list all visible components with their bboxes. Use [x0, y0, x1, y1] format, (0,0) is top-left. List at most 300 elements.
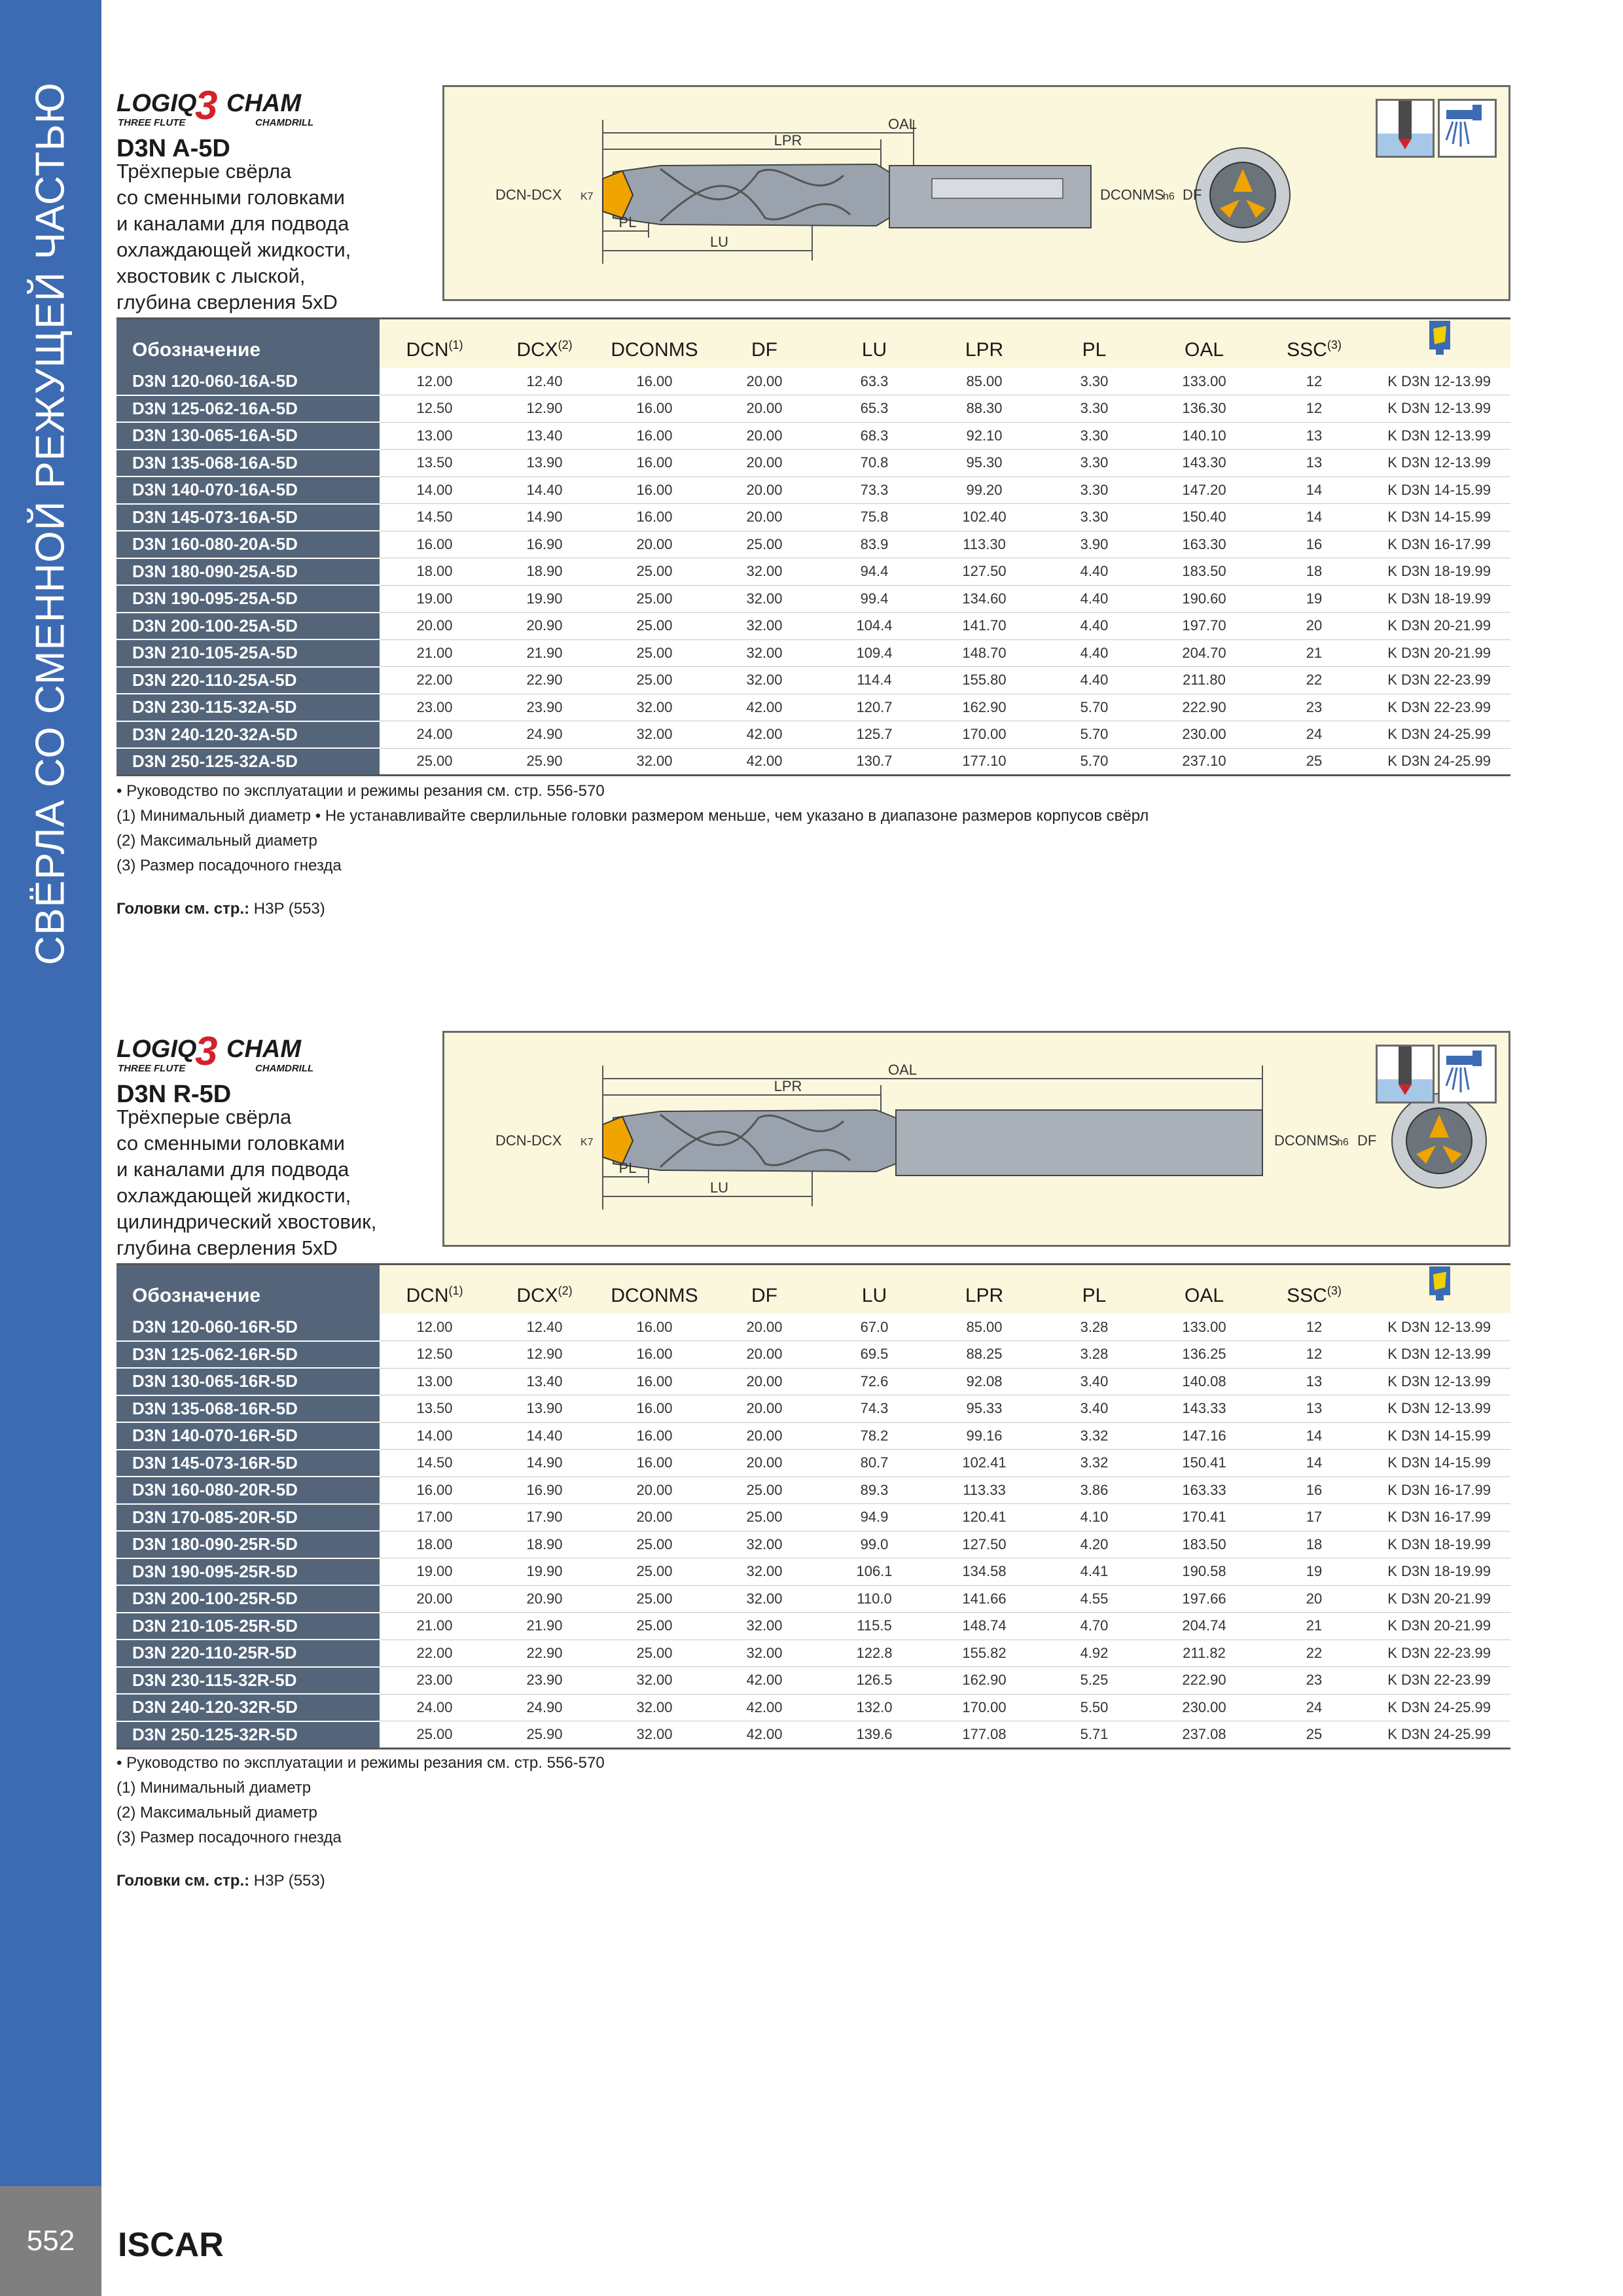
value-cell: 92.08	[929, 1368, 1039, 1395]
value-cell: 13	[1259, 422, 1369, 450]
table-row	[116, 1558, 1510, 1586]
value-cell: 99.20	[929, 476, 1039, 504]
svg-text:CHAM: CHAM	[226, 1035, 301, 1063]
value-cell: 4.41	[1039, 1558, 1149, 1586]
value-cell: 3.30	[1039, 368, 1149, 395]
value-cell: 110.0	[819, 1585, 929, 1613]
sidebar	[0, 0, 101, 2186]
column-header-dcx: DCX$^{(2)}$	[490, 319, 599, 368]
value-cell: 24.90	[490, 1694, 599, 1721]
value-cell: 13.50	[380, 1395, 490, 1423]
df-label: DF	[1357, 1132, 1377, 1149]
designation-cell: D3N 120-060-16R-5D	[116, 1314, 380, 1341]
value-cell: 20.00	[599, 1504, 709, 1532]
value-cell: 140.08	[1149, 1368, 1259, 1395]
value-cell: 14	[1259, 476, 1369, 504]
drill-diagram	[444, 87, 1508, 299]
value-cell: 18	[1259, 1531, 1369, 1558]
designation-cell: D3N 200-100-25A-5D	[116, 613, 380, 640]
column-header-lu: LU	[819, 319, 929, 368]
cartridge-cell: K D3N 14-15.99	[1369, 504, 1510, 531]
value-cell: 42.00	[709, 694, 819, 721]
table-row	[116, 1368, 1510, 1395]
value-cell: 95.33	[929, 1395, 1039, 1423]
table-row	[116, 694, 1510, 721]
value-cell: 140.10	[1149, 422, 1259, 450]
description-line: хвостовик с лыской,	[116, 264, 306, 287]
value-cell: 25.90	[490, 1721, 599, 1749]
value-cell: 162.90	[929, 694, 1039, 721]
value-cell: 20	[1259, 1585, 1369, 1613]
cartridge-column-header	[1369, 319, 1510, 368]
value-cell: 204.70	[1149, 639, 1259, 667]
value-cell: 70.8	[819, 450, 929, 477]
table-row	[116, 613, 1510, 640]
value-cell: 106.1	[819, 1558, 929, 1586]
cartridge-cell: K D3N 24-25.99	[1369, 748, 1510, 776]
value-cell: 12	[1259, 368, 1369, 395]
value-cell: 102.41	[929, 1450, 1039, 1477]
value-cell: 16.00	[599, 450, 709, 477]
value-cell: 5.50	[1039, 1694, 1149, 1721]
value-cell: 25.00	[380, 1721, 490, 1749]
cartridge-icon	[1427, 319, 1453, 356]
table-row	[116, 639, 1510, 667]
value-cell: 18	[1259, 558, 1369, 586]
value-cell: 133.00	[1149, 1314, 1259, 1341]
value-cell: 14.50	[380, 1450, 490, 1477]
value-cell: 94.4	[819, 558, 929, 586]
table-row	[116, 1477, 1510, 1504]
value-cell: 126.5	[819, 1667, 929, 1695]
heads-link[interactable]: H3P (553)	[253, 1872, 325, 1890]
value-cell: 4.40	[1039, 667, 1149, 694]
cartridge-cell: K D3N 16-17.99	[1369, 531, 1510, 558]
value-cell: 5.70	[1039, 694, 1149, 721]
value-cell: 16	[1259, 531, 1369, 558]
product-code: D3N R-5D	[116, 1081, 232, 1108]
value-cell: 222.90	[1149, 694, 1259, 721]
value-cell: 75.8	[819, 504, 929, 531]
designation-cell: D3N 230-115-32R-5D	[116, 1667, 380, 1695]
value-cell: 25.00	[599, 1531, 709, 1558]
value-cell: 143.30	[1149, 450, 1259, 477]
value-cell: 99.16	[929, 1422, 1039, 1450]
cartridge-cell: K D3N 24-25.99	[1369, 1694, 1510, 1721]
value-cell: 4.10	[1039, 1504, 1149, 1532]
value-cell: 132.0	[819, 1694, 929, 1721]
drill-diagram	[444, 1033, 1508, 1245]
dconms-label: DCONMS	[1274, 1132, 1338, 1149]
value-cell: 23.90	[490, 1667, 599, 1695]
value-cell: 3.30	[1039, 395, 1149, 423]
table-row	[116, 1341, 1510, 1369]
value-cell: 19.00	[380, 585, 490, 613]
heads-link[interactable]: H3P (553)	[253, 900, 325, 918]
value-cell: 163.33	[1149, 1477, 1259, 1504]
product-section-r	[116, 1031, 1510, 1914]
designation-cell: D3N 250-125-32R-5D	[116, 1721, 380, 1749]
value-cell: 211.82	[1149, 1640, 1259, 1667]
designation-cell: D3N 250-125-32A-5D	[116, 748, 380, 776]
value-cell: 24.90	[490, 721, 599, 749]
table-row	[116, 1450, 1510, 1477]
svg-text:CHAMDRILL: CHAMDRILL	[255, 1063, 314, 1074]
value-cell: 120.41	[929, 1504, 1039, 1532]
value-cell: 20.00	[709, 1314, 819, 1341]
value-cell: 113.30	[929, 531, 1039, 558]
heads-reference	[116, 900, 325, 918]
designation-cell: D3N 170-085-20R-5D	[116, 1504, 380, 1532]
designation-cell: D3N 125-062-16A-5D	[116, 395, 380, 423]
value-cell: 20.00	[709, 1450, 819, 1477]
designation-cell: D3N 140-070-16R-5D	[116, 1422, 380, 1450]
column-header-ssc: SSC$^{(3)}$	[1259, 319, 1369, 368]
value-cell: 14.00	[380, 1422, 490, 1450]
value-cell: 190.58	[1149, 1558, 1259, 1586]
value-cell: 5.71	[1039, 1721, 1149, 1749]
table-row	[116, 1395, 1510, 1423]
coolant-icon	[1438, 99, 1497, 158]
product-section-a	[116, 85, 1510, 936]
value-cell: 16	[1259, 1477, 1369, 1504]
value-cell: 147.20	[1149, 476, 1259, 504]
column-header-df: DF	[709, 319, 819, 368]
k7-label: K7	[580, 191, 594, 202]
value-cell: 32.00	[709, 585, 819, 613]
cartridge-cell: K D3N 22-23.99	[1369, 667, 1510, 694]
cartridge-cell: K D3N 16-17.99	[1369, 1504, 1510, 1532]
value-cell: 21.00	[380, 639, 490, 667]
value-cell: 94.9	[819, 1504, 929, 1532]
value-cell: 25.90	[490, 748, 599, 776]
value-cell: 99.0	[819, 1531, 929, 1558]
value-cell: 12.00	[380, 1314, 490, 1341]
designation-cell: D3N 190-095-25A-5D	[116, 585, 380, 613]
value-cell: 3.30	[1039, 504, 1149, 531]
cartridge-cell: K D3N 22-23.99	[1369, 1640, 1510, 1667]
description-line: Трёхперые свёрла	[116, 1105, 292, 1128]
value-cell: 32.00	[709, 1531, 819, 1558]
table-row	[116, 558, 1510, 586]
value-cell: 25.00	[599, 667, 709, 694]
value-cell: 4.55	[1039, 1585, 1149, 1613]
value-cell: 16.90	[490, 531, 599, 558]
value-cell: 4.70	[1039, 1613, 1149, 1640]
value-cell: 16.00	[599, 422, 709, 450]
value-cell: 13.00	[380, 422, 490, 450]
value-cell: 16.00	[599, 368, 709, 395]
value-cell: 19	[1259, 585, 1369, 613]
description-line: Трёхперые свёрла	[116, 160, 292, 183]
value-cell: 14	[1259, 1450, 1369, 1477]
value-cell: 24	[1259, 721, 1369, 749]
footnote: • Руководство по эксплуатации и режимы резания см. стр. 556-570	[116, 782, 605, 800]
table-row	[116, 748, 1510, 776]
cartridge-cell: K D3N 18-19.99	[1369, 585, 1510, 613]
designation-cell: D3N 160-080-20R-5D	[116, 1477, 380, 1504]
value-cell: 163.30	[1149, 531, 1259, 558]
svg-text:LOGIQ: LOGIQ	[116, 90, 197, 117]
logiq3cham-logo	[116, 1031, 359, 1077]
value-cell: 67.0	[819, 1314, 929, 1341]
value-cell: 16.00	[599, 1314, 709, 1341]
designation-cell: D3N 130-065-16A-5D	[116, 422, 380, 450]
value-cell: 12	[1259, 395, 1369, 423]
value-cell: 127.50	[929, 1531, 1039, 1558]
value-cell: 68.3	[819, 422, 929, 450]
value-cell: 20.00	[709, 1368, 819, 1395]
h6-label: h6	[1337, 1137, 1349, 1148]
value-cell: 13.50	[380, 450, 490, 477]
value-cell: 5.70	[1039, 748, 1149, 776]
footnote: (2) Максимальный диаметр	[116, 1804, 317, 1821]
cartridge-cell: K D3N 14-15.99	[1369, 476, 1510, 504]
value-cell: 20.00	[709, 368, 819, 395]
cartridge-cell: K D3N 12-13.99	[1369, 450, 1510, 477]
value-cell: 3.86	[1039, 1477, 1149, 1504]
value-cell: 14.40	[490, 476, 599, 504]
value-cell: 95.30	[929, 450, 1039, 477]
logiq3cham-logo	[116, 85, 359, 131]
column-header-df: DF	[709, 1265, 819, 1314]
value-cell: 4.40	[1039, 639, 1149, 667]
value-cell: 19.90	[490, 585, 599, 613]
value-cell: 113.33	[929, 1477, 1039, 1504]
value-cell: 21	[1259, 1613, 1369, 1640]
value-cell: 32.00	[599, 748, 709, 776]
value-cell: 3.32	[1039, 1422, 1149, 1450]
value-cell: 13.90	[490, 1395, 599, 1423]
value-cell: 80.7	[819, 1450, 929, 1477]
value-cell: 32.00	[709, 1613, 819, 1640]
cartridge-cell: K D3N 24-25.99	[1369, 721, 1510, 749]
value-cell: 4.40	[1039, 558, 1149, 586]
value-cell: 32.00	[599, 694, 709, 721]
value-cell: 25.00	[380, 748, 490, 776]
footer-brand: ISCAR	[118, 2226, 224, 2264]
column-header-dconms: DCONMS	[599, 1265, 709, 1314]
value-cell: 134.60	[929, 585, 1039, 613]
value-cell: 197.66	[1149, 1585, 1259, 1613]
value-cell: 14.90	[490, 1450, 599, 1477]
description-line: охлаждающей жидкости,	[116, 238, 351, 261]
value-cell: 20.90	[490, 613, 599, 640]
drill-drawing	[442, 85, 1510, 301]
value-cell: 20.00	[709, 395, 819, 423]
value-cell: 12.90	[490, 1341, 599, 1369]
value-cell: 25.00	[709, 1477, 819, 1504]
value-cell: 18.00	[380, 558, 490, 586]
drilling-icon	[1376, 99, 1435, 158]
column-header-ssc: SSC$^{(3)}$	[1259, 1265, 1369, 1314]
value-cell: 99.4	[819, 585, 929, 613]
value-cell: 25.00	[599, 585, 709, 613]
table-row	[116, 504, 1510, 531]
value-cell: 22	[1259, 1640, 1369, 1667]
cartridge-cell: K D3N 24-25.99	[1369, 1721, 1510, 1749]
svg-text:3: 3	[195, 85, 218, 128]
lu-label: LU	[709, 1179, 729, 1196]
value-cell: 24	[1259, 1694, 1369, 1721]
table-row	[116, 667, 1510, 694]
value-cell: 230.00	[1149, 721, 1259, 749]
value-cell: 65.3	[819, 395, 929, 423]
value-cell: 19	[1259, 1558, 1369, 1586]
value-cell: 143.33	[1149, 1395, 1259, 1423]
value-cell: 32.00	[599, 1694, 709, 1721]
lpr-label: LPR	[774, 1078, 802, 1094]
value-cell: 104.4	[819, 613, 929, 640]
column-header-dcn: DCN$^{(1)}$	[380, 319, 490, 368]
designation-cell: D3N 145-073-16R-5D	[116, 1450, 380, 1477]
value-cell: 32.00	[709, 1558, 819, 1586]
value-cell: 21	[1259, 639, 1369, 667]
value-cell: 13	[1259, 1395, 1369, 1423]
column-header-lu: LU	[819, 1265, 929, 1314]
value-cell: 42.00	[709, 721, 819, 749]
value-cell: 190.60	[1149, 585, 1259, 613]
value-cell: 14	[1259, 504, 1369, 531]
value-cell: 19.90	[490, 1558, 599, 1586]
table-row	[116, 1640, 1510, 1667]
column-header-pl: PL	[1039, 1265, 1149, 1314]
cartridge-cell: K D3N 20-21.99	[1369, 1585, 1510, 1613]
value-cell: 85.00	[929, 1314, 1039, 1341]
svg-text:CHAM: CHAM	[226, 90, 301, 117]
value-cell: 148.74	[929, 1613, 1039, 1640]
value-cell: 20.00	[709, 504, 819, 531]
column-header-обозначение: Обозначение	[116, 1265, 380, 1314]
value-cell: 16.00	[380, 1477, 490, 1504]
value-cell: 183.50	[1149, 558, 1259, 586]
value-cell: 16.00	[599, 395, 709, 423]
value-cell: 42.00	[709, 1667, 819, 1695]
designation-cell: D3N 180-090-25R-5D	[116, 1531, 380, 1558]
value-cell: 88.25	[929, 1341, 1039, 1369]
table-row	[116, 395, 1510, 423]
value-cell: 21.90	[490, 639, 599, 667]
value-cell: 18.00	[380, 1531, 490, 1558]
value-cell: 32.00	[709, 1585, 819, 1613]
footnote: (2) Максимальный диаметр	[116, 832, 317, 850]
value-cell: 17	[1259, 1504, 1369, 1532]
value-cell: 23.00	[380, 1667, 490, 1695]
footnote: (3) Размер посадочного гнезда	[116, 1829, 342, 1846]
designation-cell: D3N 190-095-25R-5D	[116, 1558, 380, 1586]
table-row	[116, 585, 1510, 613]
description-line: со сменными головками	[116, 1132, 345, 1155]
designation-cell: D3N 200-100-25R-5D	[116, 1585, 380, 1613]
value-cell: 32.00	[599, 1667, 709, 1695]
svg-text:3: 3	[195, 1031, 218, 1074]
value-cell: 20.00	[709, 1422, 819, 1450]
table-row	[116, 1314, 1510, 1341]
cartridge-cell: K D3N 12-13.99	[1369, 1368, 1510, 1395]
cartridge-cell: K D3N 16-17.99	[1369, 1477, 1510, 1504]
table-row	[116, 368, 1510, 395]
value-cell: 12	[1259, 1341, 1369, 1369]
specs-table	[116, 1263, 1510, 1749]
value-cell: 92.10	[929, 422, 1039, 450]
page-number: 552	[0, 2186, 101, 2296]
value-cell: 20.00	[709, 422, 819, 450]
value-cell: 14.50	[380, 504, 490, 531]
value-cell: 197.70	[1149, 613, 1259, 640]
designation-cell: D3N 160-080-20A-5D	[116, 531, 380, 558]
column-header-обозначение: Обозначение	[116, 319, 380, 368]
value-cell: 32.00	[599, 1721, 709, 1749]
dcn-dcx-label: DCN-DCX	[495, 187, 562, 203]
lpr-label: LPR	[774, 132, 802, 149]
footnotes	[116, 1751, 605, 1850]
value-cell: 74.3	[819, 1395, 929, 1423]
value-cell: 17.00	[380, 1504, 490, 1532]
table-row	[116, 450, 1510, 477]
designation-cell: D3N 120-060-16A-5D	[116, 368, 380, 395]
value-cell: 170.41	[1149, 1504, 1259, 1532]
h6-label: h6	[1163, 191, 1175, 202]
value-cell: 13.00	[380, 1368, 490, 1395]
product-description	[116, 1104, 376, 1261]
value-cell: 32.00	[709, 667, 819, 694]
value-cell: 13	[1259, 1368, 1369, 1395]
value-cell: 4.40	[1039, 613, 1149, 640]
svg-text:THREE FLUTE: THREE FLUTE	[118, 117, 186, 128]
value-cell: 141.70	[929, 613, 1039, 640]
value-cell: 125.7	[819, 721, 929, 749]
value-cell: 177.08	[929, 1721, 1039, 1749]
designation-cell: D3N 210-105-25A-5D	[116, 639, 380, 667]
cartridge-cell: K D3N 12-13.99	[1369, 1395, 1510, 1423]
coolant-icon	[1438, 1045, 1497, 1103]
description-line: и каналами для подвода	[116, 212, 349, 235]
column-header-oal: OAL	[1149, 319, 1259, 368]
value-cell: 20.00	[380, 613, 490, 640]
value-cell: 25.00	[599, 1613, 709, 1640]
value-cell: 155.80	[929, 667, 1039, 694]
heads-label: Головки см. стр.:	[116, 1872, 250, 1890]
cartridge-icon	[1427, 1265, 1453, 1302]
value-cell: 20.00	[709, 1395, 819, 1423]
value-cell: 162.90	[929, 1667, 1039, 1695]
value-cell: 16.00	[599, 504, 709, 531]
value-cell: 12.40	[490, 1314, 599, 1341]
value-cell: 32.00	[709, 558, 819, 586]
description-line: охлаждающей жидкости,	[116, 1184, 351, 1207]
value-cell: 12.90	[490, 395, 599, 423]
cartridge-cell: K D3N 12-13.99	[1369, 422, 1510, 450]
value-cell: 5.70	[1039, 721, 1149, 749]
value-cell: 25	[1259, 1721, 1369, 1749]
value-cell: 170.00	[929, 721, 1039, 749]
lu-label: LU	[709, 234, 729, 250]
value-cell: 16.00	[599, 476, 709, 504]
value-cell: 32.00	[599, 721, 709, 749]
cartridge-cell: K D3N 20-21.99	[1369, 639, 1510, 667]
drill-drawing	[442, 1031, 1510, 1247]
value-cell: 78.2	[819, 1422, 929, 1450]
table-row	[116, 531, 1510, 558]
value-cell: 16.00	[599, 1422, 709, 1450]
oal-label: OAL	[887, 116, 918, 132]
value-cell: 22.90	[490, 667, 599, 694]
value-cell: 4.92	[1039, 1640, 1149, 1667]
value-cell: 115.5	[819, 1613, 929, 1640]
value-cell: 16.00	[599, 1450, 709, 1477]
designation-cell: D3N 145-073-16A-5D	[116, 504, 380, 531]
designation-cell: D3N 135-068-16R-5D	[116, 1395, 380, 1423]
